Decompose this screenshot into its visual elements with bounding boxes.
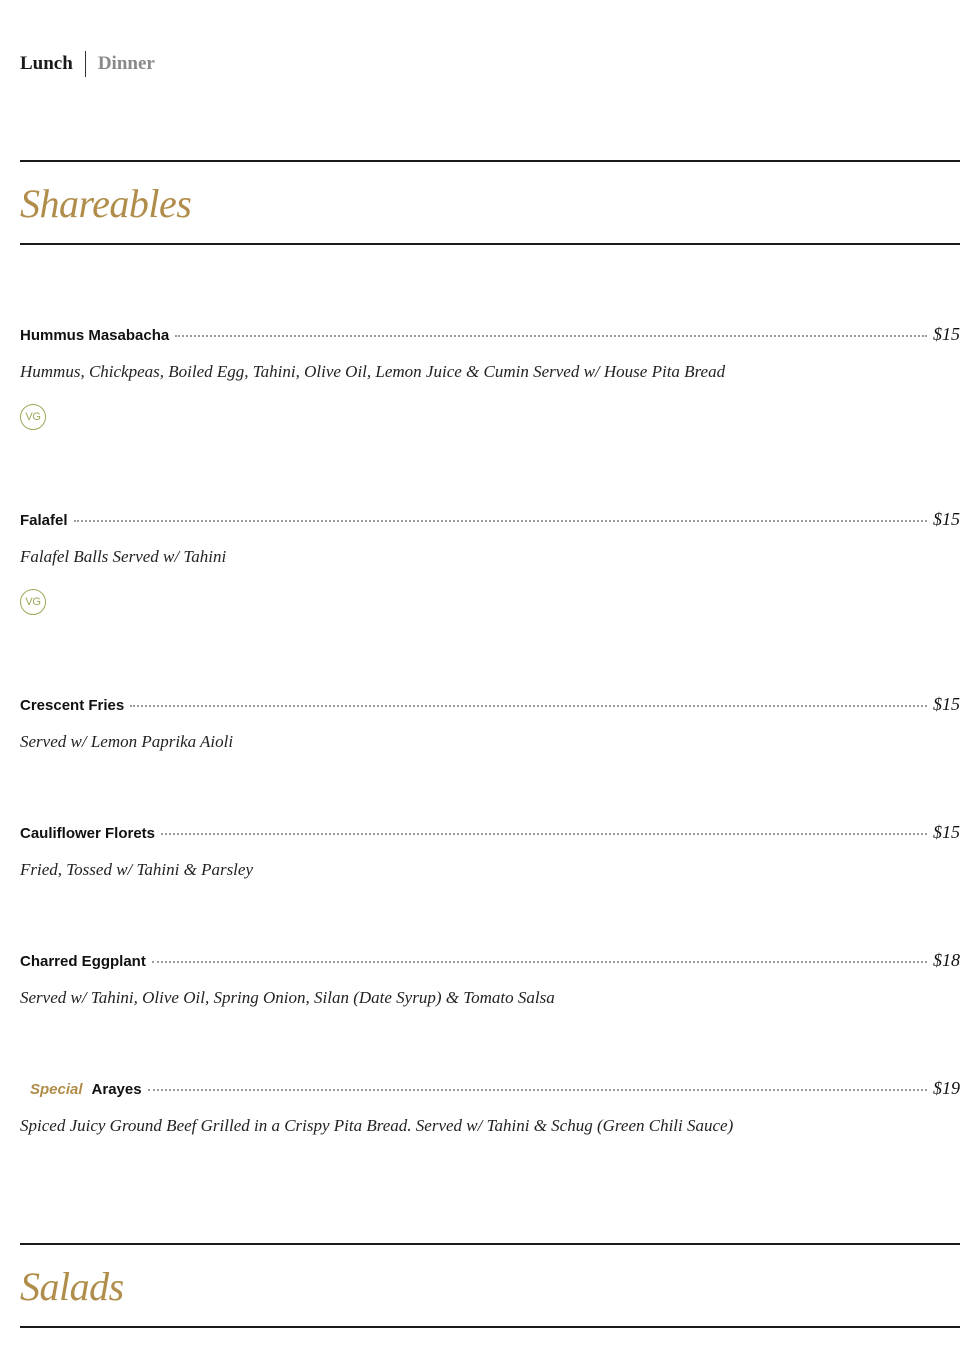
menu-item bbox=[20, 950, 960, 1008]
menu-item bbox=[20, 509, 960, 615]
section-rule-top bbox=[20, 160, 960, 162]
section-rule-bottom bbox=[20, 1326, 960, 1328]
tab-lunch[interactable]: Lunch bbox=[20, 53, 73, 74]
dot-leader bbox=[152, 961, 927, 963]
dot-leader bbox=[175, 335, 927, 337]
item-description: Fried, Tossed w/ Tahini & Parsley bbox=[20, 860, 253, 879]
menu-item bbox=[20, 822, 960, 880]
menu-item bbox=[20, 694, 960, 752]
vegan-badge-icon: VG bbox=[20, 589, 46, 615]
item-description: Hummus, Chickpeas, Boiled Egg, Tahini, Olive Oil, Lemon Juice & Cumin Served w/ House Pita Bread bbox=[20, 362, 726, 381]
item-name: Hummus Masabacha bbox=[20, 327, 170, 344]
menu-tabs bbox=[20, 50, 155, 78]
tab-divider bbox=[85, 51, 86, 77]
item-price: $15 bbox=[933, 324, 960, 344]
item-price: $15 bbox=[933, 694, 960, 714]
item-description: Falafel Balls Served w/ Tahini bbox=[20, 547, 227, 566]
item-name: Falafel bbox=[20, 512, 68, 529]
section-title-shareables: Shareables bbox=[20, 181, 192, 226]
item-price: $15 bbox=[933, 509, 960, 529]
item-price: $15 bbox=[933, 822, 960, 842]
section-rule-top bbox=[20, 1243, 960, 1245]
item-description: Served w/ Lemon Paprika Aioli bbox=[20, 732, 234, 751]
menu-item bbox=[20, 1078, 960, 1136]
menu-item bbox=[20, 324, 960, 430]
dot-leader bbox=[74, 520, 927, 522]
section-rule-bottom bbox=[20, 243, 960, 245]
vegan-badge-icon: VG bbox=[20, 404, 46, 430]
dot-leader bbox=[161, 833, 927, 835]
item-price: $19 bbox=[933, 1078, 960, 1098]
item-name: Cauliflower Florets bbox=[20, 825, 156, 842]
tab-dinner[interactable]: Dinner bbox=[97, 53, 155, 74]
item-price: $18 bbox=[933, 950, 960, 970]
dot-leader bbox=[130, 705, 927, 707]
item-name: Arayes bbox=[91, 1081, 142, 1098]
dot-leader bbox=[148, 1089, 927, 1091]
item-description: Spiced Juicy Ground Beef Grilled in a Crispy Pita Bread. Served w/ Tahini & Schug (Green Chili Sauce) bbox=[20, 1116, 734, 1135]
item-description: Served w/ Tahini, Olive Oil, Spring Onion, Silan (Date Syrup) & Tomato Salsa bbox=[20, 988, 555, 1007]
special-tag: Special bbox=[30, 1081, 83, 1098]
item-name: Crescent Fries bbox=[20, 697, 125, 714]
item-name: Charred Eggplant bbox=[20, 953, 146, 970]
section-title-salads: Salads bbox=[20, 1264, 124, 1309]
